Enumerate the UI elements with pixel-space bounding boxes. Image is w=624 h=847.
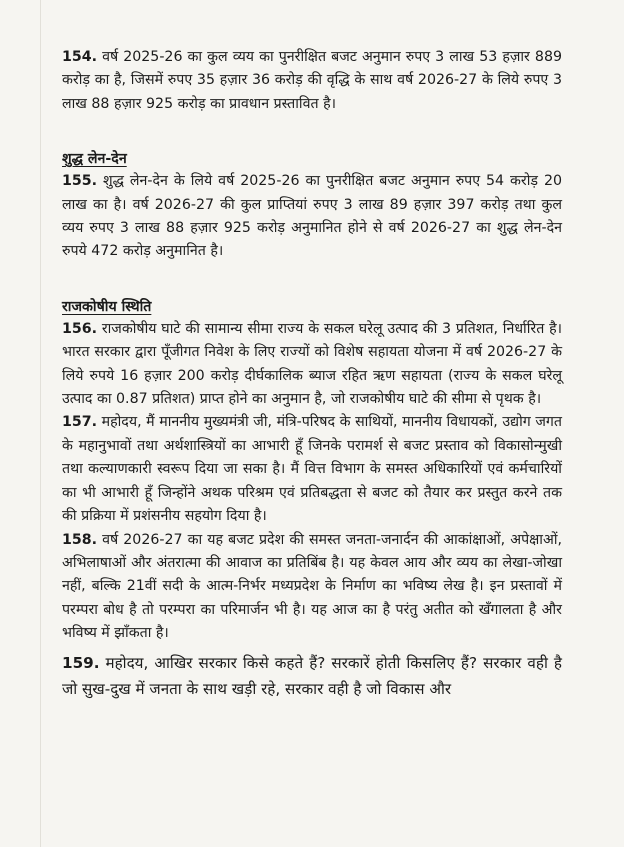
paragraph-text: महोदय, आखिर सरकार किसे कहते हैं? सरकारें होती किसलिए हैं? सरकार वही है जो सुख-दुख में जनता के साथ खड़ी रहे, सरकार वही है जो विकास और <box>62 653 562 698</box>
paragraph-text: महोदय, मैं माननीय मुख्यमंत्री जी, मंत्रि-परिषद के साथियों, माननीय विधायकों, उद्योग जगत के महानुभावों तथा अर्थशास्त्रियों का आभारी हूँ जिनके परामर्श से बजट प्रस्ताव को विकासोन्मुखी तथा कल्याणकारी स्वरूप दिया जा सका है। मैं वित्त विभाग के समस्त अधिकारियों एवं कर्मचारियों का भी आभारी हूँ जिन्होंने अथक परिश्रम एवं प्रतिबद्धता से बजट को तैयार कर प्रस्तुत करने तक की प्रक्रिया में प्रशंसनीय सहयोग दिया है। <box>62 414 562 525</box>
paragraph-text: वर्ष 2025-26 का कुल व्यय का पुनरीक्षित बजट अनुमान रुपए 3 लाख 53 हज़ार 889 करोड़ का है, जिसमें रुपए 35 हज़ार 36 करोड़ की वृद्धि के साथ वर्ष 2026-27 के लिये रुपए 3 लाख 88 हज़ार 925 करोड़ का प्रावधान प्रस्तावित है। <box>62 49 562 112</box>
paragraph-154 <box>62 46 562 116</box>
paragraph-155 <box>62 170 562 264</box>
page-content <box>62 46 562 702</box>
paragraph-text: शुद्ध लेन-देन के लिये वर्ष 2025-26 का पुनरीक्षित बजट अनुमान रुपए 54 करोड़ 20 लाख का है। वर्ष 2026-27 की कुल प्राप्तियां रुपए 3 लाख 89 हज़ार 397 करोड़ तथा कुल व्यय रुपए 3 लाख 88 हज़ार 925 करोड़ अनुमानित होने से वर्ष 2026-27 का शुद्ध लेन-देन रुपये 472 करोड़ अनुमानित है। <box>62 173 562 260</box>
paragraph-number: 155. <box>62 173 98 190</box>
heading-net-transactions: शुद्ध लेन-देन <box>62 151 127 168</box>
paragraph-number: 156. <box>62 320 98 337</box>
paragraph-159 <box>62 650 562 702</box>
paragraph-number: 159. <box>62 653 100 672</box>
paragraph-text: राजकोषीय घाटे की सामान्य सीमा राज्य के सकल घरेलू उत्पाद की 3 प्रतिशत, निर्धारित है। भारत सरकार द्वारा पूँजीगत निवेश के लिए राज्यों को विशेष सहायता योजना में वर्ष 2026-27 के लिये रुपये 16 हज़ार 200 करोड़ दीर्घकालिक ब्याज रहित ऋण सहायता (राज्य के सकल घरेलू उत्पाद का 0.87 प्रतिशत) प्राप्त होने का अनुमान है, जो राजकोषीय घाटे की सीमा से पृथक है। <box>62 320 562 408</box>
paragraph-number: 154. <box>62 49 98 65</box>
paragraph-number: 158. <box>62 531 98 548</box>
page-margin-line <box>40 0 41 847</box>
heading-fiscal-status: राजकोषीय स्थिति <box>62 298 152 315</box>
paragraph-156 <box>62 318 562 412</box>
paragraph-number: 157. <box>62 414 98 431</box>
paragraph-text: वर्ष 2026-27 का यह बजट प्रदेश की समस्त जनता-जनार्दन की आकांक्षाओं, अपेक्षाओं, अभिलाषाओं और अंतरात्मा की आवाज का प्रतिबिंब है। यह केवल आय और व्यय का लेखा-जोखा नहीं, बल्कि 21वीं सदी के आत्म-निर्भर मध्यप्रदेश के निर्माण का भविष्य लेख है। इन प्रस्तावों में परम्परा बोध है तो परम्परा का परिमार्जन भी है। यह आज का है परंतु अतीत को खँगालता है और भविष्य में झाँकता है। <box>62 531 562 642</box>
paragraph-158 <box>62 529 562 646</box>
paragraph-157 <box>62 411 562 528</box>
